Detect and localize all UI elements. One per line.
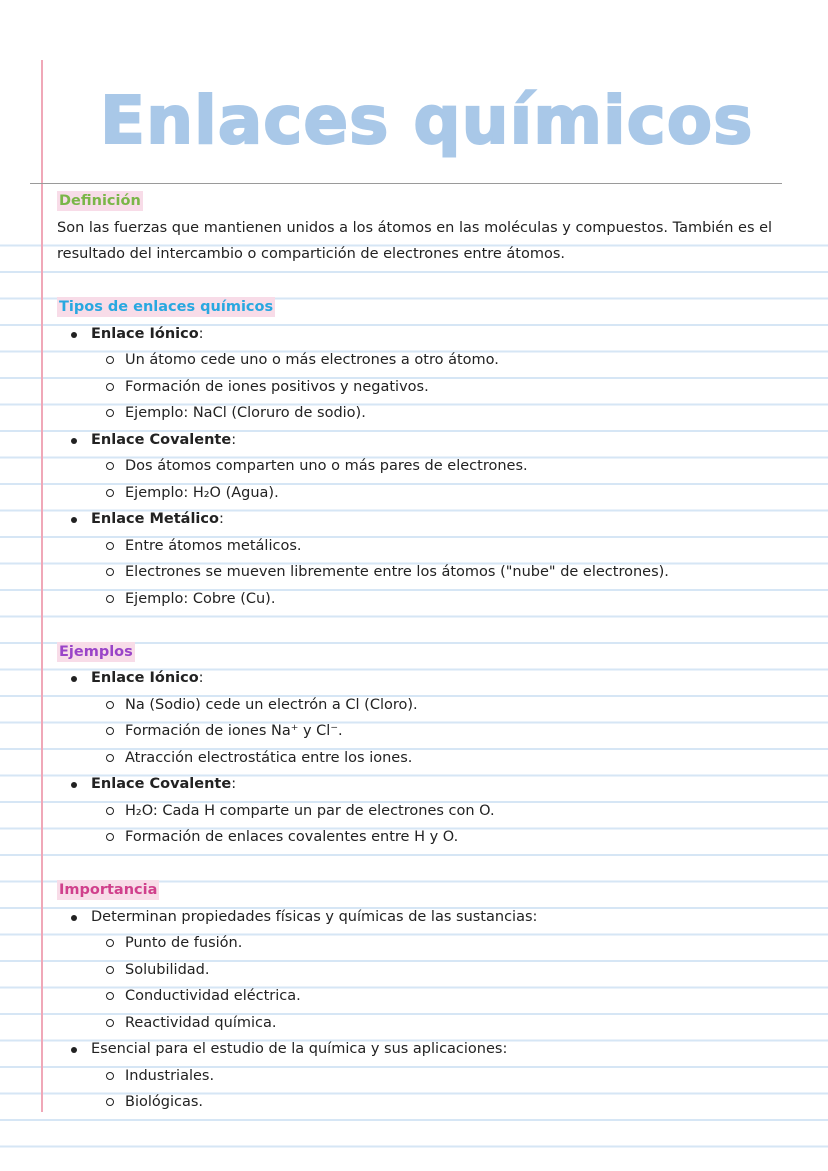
definicion-text: Son las fuerzas que mantienen unidos a los átomos en las moléculas y compuestos. También es el resultado del intercambio o compartición de electrones entre átomos. <box>57 219 773 262</box>
list-item: Solubilidad. <box>103 957 807 984</box>
title-divider <box>30 183 782 184</box>
list-item: Atracción electrostática entre los iones. <box>103 745 807 772</box>
list-item: Biológicas. <box>103 1089 807 1116</box>
spacer <box>57 612 807 639</box>
list-item: Enlace Iónico: Un átomo cede uno o más electrones a otro átomo. Formación de iones positivos y negativos. Ejemplo: NaCl (Cloruro de sodio). <box>67 321 807 427</box>
section-definicion <box>57 188 807 268</box>
heading-tipos: Tipos de enlaces químicos <box>59 299 274 315</box>
list-item: Punto de fusión. <box>103 930 807 957</box>
notes-content <box>57 188 807 1116</box>
list-item: Na (Sodio) cede un electrón a Cl (Cloro). <box>103 692 807 719</box>
sublist <box>91 453 807 506</box>
label-enlace-covalente: Enlace Covalente <box>91 431 232 448</box>
label-enlace-ionico: Enlace Iónico <box>91 325 199 342</box>
list-item: Formación de enlaces covalentes entre H y O. <box>103 824 807 851</box>
list-item: Electrones se mueven libremente entre los átomos ("nube" de electrones). <box>103 559 807 586</box>
sublist <box>91 533 807 613</box>
list-item: Enlace Covalente: Dos átomos comparten uno o más pares de electrones. Ejemplo: H₂O (Agua). <box>67 427 807 507</box>
list-item: Ejemplo: Cobre (Cu). <box>103 586 807 613</box>
label-enlace-covalente: Enlace Covalente <box>91 776 232 792</box>
sublist <box>91 347 807 427</box>
list-item <box>67 1036 807 1116</box>
spacer <box>57 268 807 295</box>
tipos-list <box>57 321 807 613</box>
sublist <box>91 1063 807 1116</box>
importancia-list <box>57 904 807 1116</box>
label-enlace-metalico: Enlace Metálico <box>91 511 219 527</box>
sublist <box>91 692 807 772</box>
section-importancia <box>57 877 807 1116</box>
label-enlace-ionico: Enlace Iónico <box>91 670 199 686</box>
list-item: Ejemplo: NaCl (Cloruro de sodio). <box>103 400 807 427</box>
section-ejemplos <box>57 639 807 851</box>
sublist <box>91 930 807 1036</box>
heading-ejemplos: Ejemplos <box>59 643 133 660</box>
heading-importancia: Importancia <box>59 882 158 898</box>
list-item: Reactividad química. <box>103 1010 807 1037</box>
spacer <box>57 851 807 878</box>
page-title: Enlaces químicos <box>100 82 754 159</box>
sublist <box>91 798 807 851</box>
list-item: Enlace Covalente: H₂O: Cada H comparte un par de electrones con O. Formación de enlaces covalentes entre H y O. <box>67 771 807 851</box>
list-item <box>67 904 807 1037</box>
list-item: Industriales. <box>103 1063 807 1090</box>
label-esencial: Esencial para el estudio de la química y sus aplicaciones: <box>91 1041 508 1057</box>
list-item: Formación de iones positivos y negativos. <box>103 374 807 401</box>
list-item: H₂O: Cada H comparte un par de electrones con O. <box>103 798 807 825</box>
label-propiedades: Determinan propiedades físicas y químicas de las sustancias: <box>91 908 538 925</box>
list-item: Dos átomos comparten uno o más pares de electrones. <box>103 453 807 480</box>
list-item: Entre átomos metálicos. <box>103 533 807 560</box>
list-item: Enlace Metálico: Entre átomos metálicos. Electrones se mueven libremente entre los átomos ("nube" de electrones). Ejemplo: Cobre (Cu). <box>67 506 807 612</box>
heading-definicion: Definición <box>59 193 141 209</box>
list-item: Conductividad eléctrica. <box>103 983 807 1010</box>
list-item: Un átomo cede uno o más electrones a otro átomo. <box>103 347 807 374</box>
margin-line <box>41 60 43 1112</box>
list-item: Formación de iones Na⁺ y Cl⁻. <box>103 718 807 745</box>
ejemplos-list <box>57 665 807 851</box>
list-item: Enlace Iónico: Na (Sodio) cede un electrón a Cl (Cloro). Formación de iones Na⁺ y Cl⁻. Atracción electrostática entre los iones. <box>67 665 807 771</box>
list-item: Ejemplo: H₂O (Agua). <box>103 480 807 507</box>
section-tipos <box>57 294 807 612</box>
